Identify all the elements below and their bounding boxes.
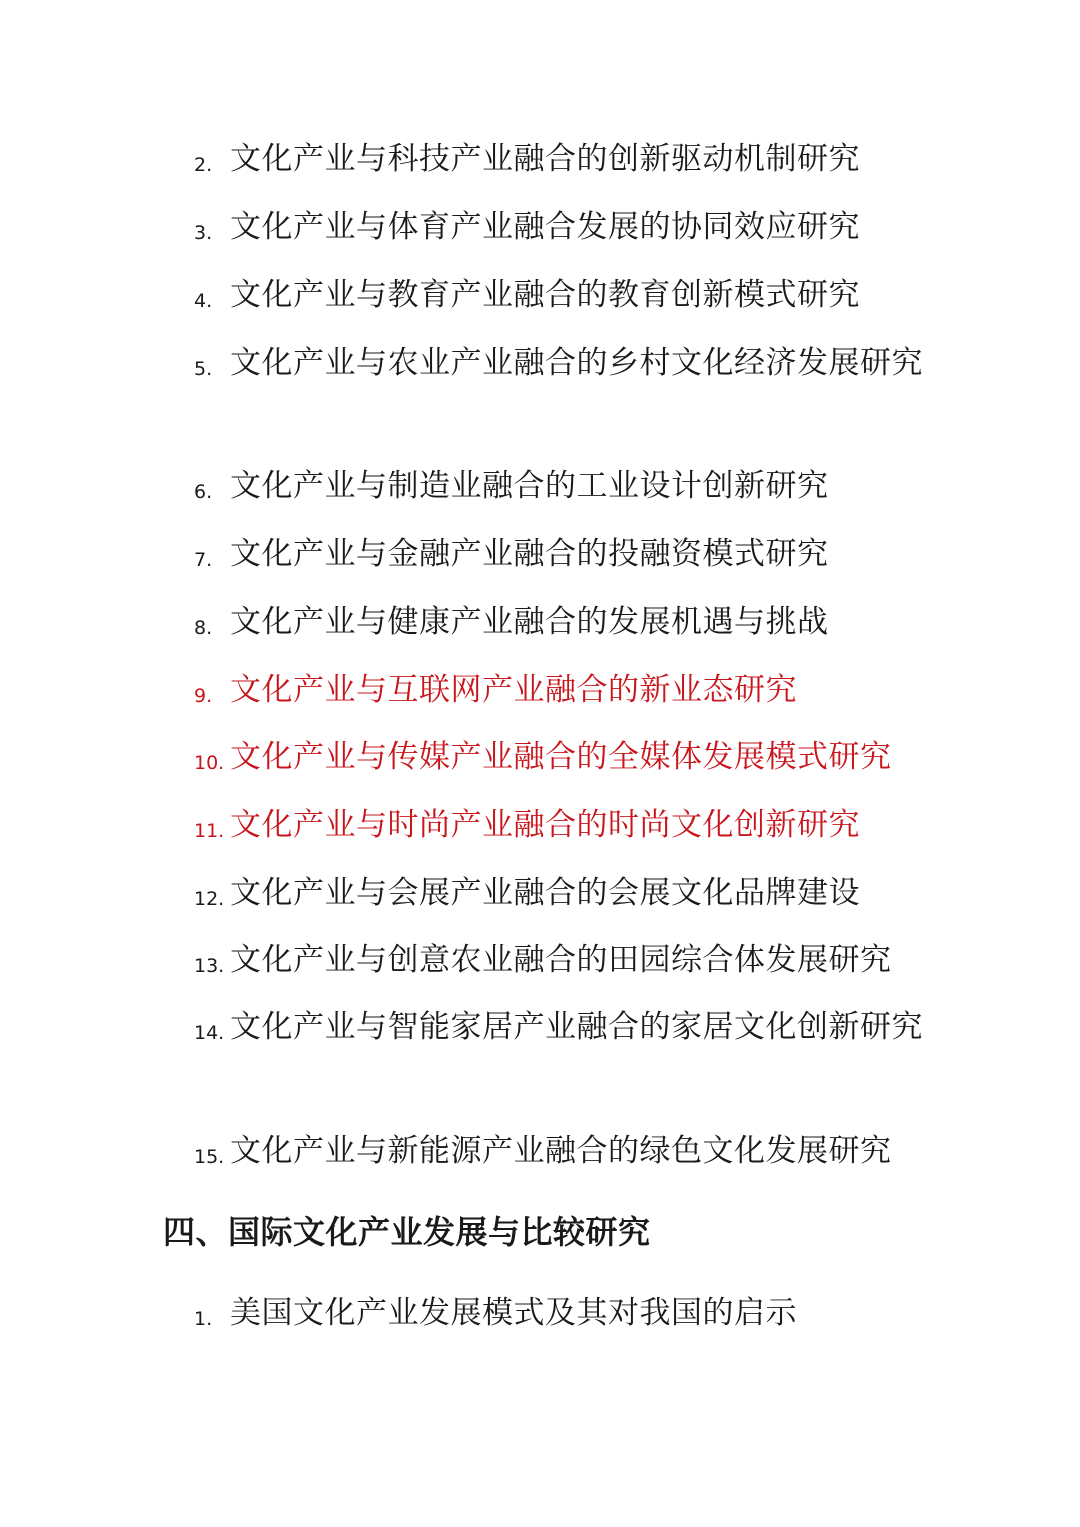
item-text: 美国文化产业发展模式及其对我国的启示 <box>230 1295 797 1331</box>
item-text: 文化产业与体育产业融合发展的协同效应研究 <box>230 209 860 245</box>
item-text: 文化产业与时尚产业融合的时尚文化创新研究 <box>230 807 860 843</box>
item-text: 文化产业与创意农业融合的田园综合体发展研究 <box>230 942 892 978</box>
item-text: 文化产业与金融产业融合的投融资模式研究 <box>230 536 829 572</box>
item-number: 2. <box>194 154 213 176</box>
item-text: 文化产业与教育产业融合的教育创新模式研究 <box>230 277 860 313</box>
item-number: 4. <box>194 290 213 312</box>
item-number: 10. <box>194 752 225 774</box>
item-number: 13. <box>194 955 225 977</box>
item-number: 7. <box>194 549 213 571</box>
section-heading: 四、国际文化产业发展与比较研究 <box>163 1213 651 1251</box>
item-text: 文化产业与传媒产业融合的全媒体发展模式研究 <box>230 739 892 775</box>
item-text: 文化产业与农业产业融合的乡村文化经济发展研究 <box>230 345 923 381</box>
item-text: 文化产业与新能源产业融合的绿色文化发展研究 <box>230 1133 892 1169</box>
item-text: 文化产业与互联网产业融合的新业态研究 <box>230 672 797 708</box>
item-number: 6. <box>194 481 213 503</box>
item-number: 8. <box>194 617 213 639</box>
item-text: 文化产业与健康产业融合的发展机遇与挑战 <box>230 604 829 640</box>
item-text: 文化产业与会展产业融合的会展文化品牌建设 <box>230 875 860 911</box>
item-number: 15. <box>194 1146 225 1168</box>
item-number: 12. <box>194 888 225 910</box>
item-number: 5. <box>194 358 213 380</box>
item-number: 1. <box>194 1308 213 1330</box>
item-number: 3. <box>194 222 213 244</box>
item-text: 文化产业与制造业融合的工业设计创新研究 <box>230 468 829 504</box>
item-number: 9. <box>194 685 213 707</box>
item-number: 11. <box>194 820 225 842</box>
item-number: 14. <box>194 1022 225 1044</box>
item-text: 文化产业与智能家居产业融合的家居文化创新研究 <box>230 1009 923 1045</box>
item-text: 文化产业与科技产业融合的创新驱动机制研究 <box>230 141 860 177</box>
